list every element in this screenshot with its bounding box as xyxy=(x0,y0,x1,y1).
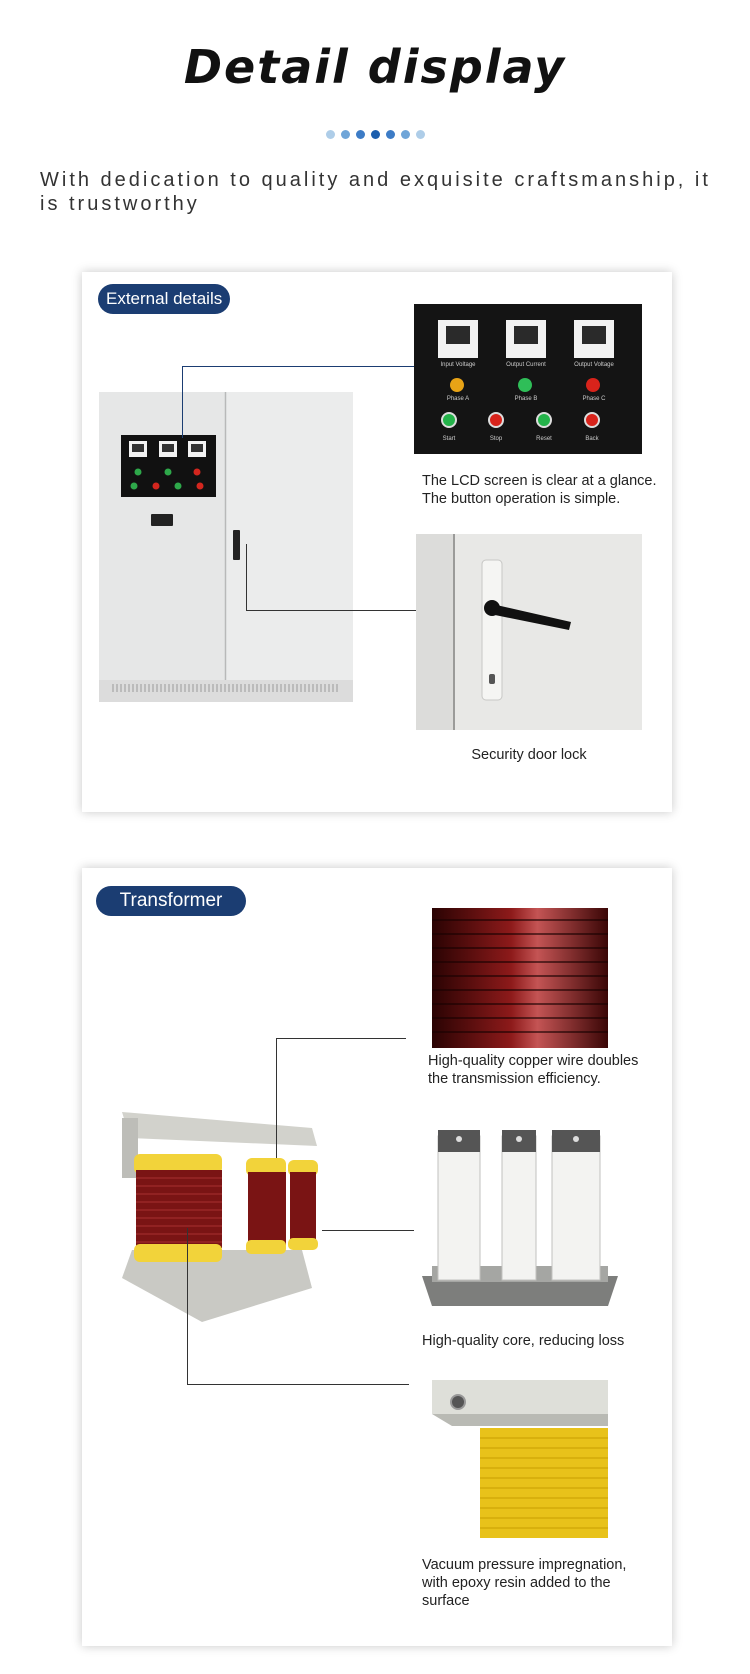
transformer-card xyxy=(82,868,672,1646)
caption-line: The button operation is simple. xyxy=(422,491,621,507)
copper-wire-image xyxy=(432,908,608,1048)
start-button xyxy=(441,412,457,428)
dot xyxy=(371,130,380,139)
dot xyxy=(416,130,425,139)
panel-label: Output Voltage xyxy=(574,362,614,368)
caption-line: with epoxy resin added to the surface xyxy=(422,1575,611,1609)
callout-line xyxy=(276,1038,406,1039)
caption-line: The LCD screen is clear at a glance. xyxy=(422,473,657,489)
transformer-tag: Transformer xyxy=(96,886,246,916)
epoxy-resin-image xyxy=(432,1380,608,1538)
button-label: Reset xyxy=(536,436,552,442)
callout-line xyxy=(322,1230,414,1231)
page-title: Detail display xyxy=(183,40,567,94)
transformer-core-image xyxy=(422,1126,618,1322)
indicator-light xyxy=(586,378,600,392)
meter-display xyxy=(574,320,614,358)
panel-label: Input Voltage xyxy=(440,362,476,368)
lock-caption: Security door lock xyxy=(471,747,587,763)
core-caption: High-quality core, reducing loss xyxy=(422,1333,625,1349)
resin-caption xyxy=(422,1556,662,1610)
callout-line xyxy=(187,1384,409,1385)
callout-line xyxy=(182,366,414,367)
lcd-caption xyxy=(422,472,662,508)
dot xyxy=(341,130,350,139)
external-details-tag: External details xyxy=(98,284,230,314)
caption-line: High-quality copper wire doubles xyxy=(428,1053,639,1069)
decorative-dots xyxy=(0,130,750,139)
panel-label: Output Current xyxy=(506,362,546,368)
button-label: Stop xyxy=(489,436,503,442)
external-details-card xyxy=(82,272,672,812)
dot xyxy=(356,130,365,139)
stop-button xyxy=(488,412,504,428)
control-panel-image xyxy=(414,304,642,454)
dot xyxy=(326,130,335,139)
meter-display xyxy=(506,320,546,358)
callout-line xyxy=(187,1228,188,1384)
indicator-light xyxy=(518,378,532,392)
button-label: Back xyxy=(585,436,599,442)
phase-label: Phase B xyxy=(514,396,538,402)
control-cabinet-image xyxy=(99,392,353,702)
reset-button xyxy=(536,412,552,428)
caption-line: Vacuum pressure impregnation, xyxy=(422,1557,627,1573)
phase-label: Phase C xyxy=(582,396,606,402)
door-lock-image xyxy=(416,534,642,730)
back-button xyxy=(584,412,600,428)
phase-label: Phase A xyxy=(446,396,470,402)
copper-caption xyxy=(428,1052,658,1088)
page-subtitle: With dedication to quality and exquisite craftsmanship, it is trustworthy xyxy=(40,169,711,215)
dot xyxy=(401,130,410,139)
caption-line: the transmission efficiency. xyxy=(428,1071,601,1087)
indicator-light xyxy=(450,378,464,392)
callout-line xyxy=(246,544,247,610)
meter-display xyxy=(438,320,478,358)
dot xyxy=(386,130,395,139)
transformer-image xyxy=(112,1100,332,1330)
callout-line xyxy=(276,1038,277,1158)
button-label: Start xyxy=(442,436,456,442)
callout-line xyxy=(182,366,183,438)
callout-line xyxy=(246,610,416,611)
